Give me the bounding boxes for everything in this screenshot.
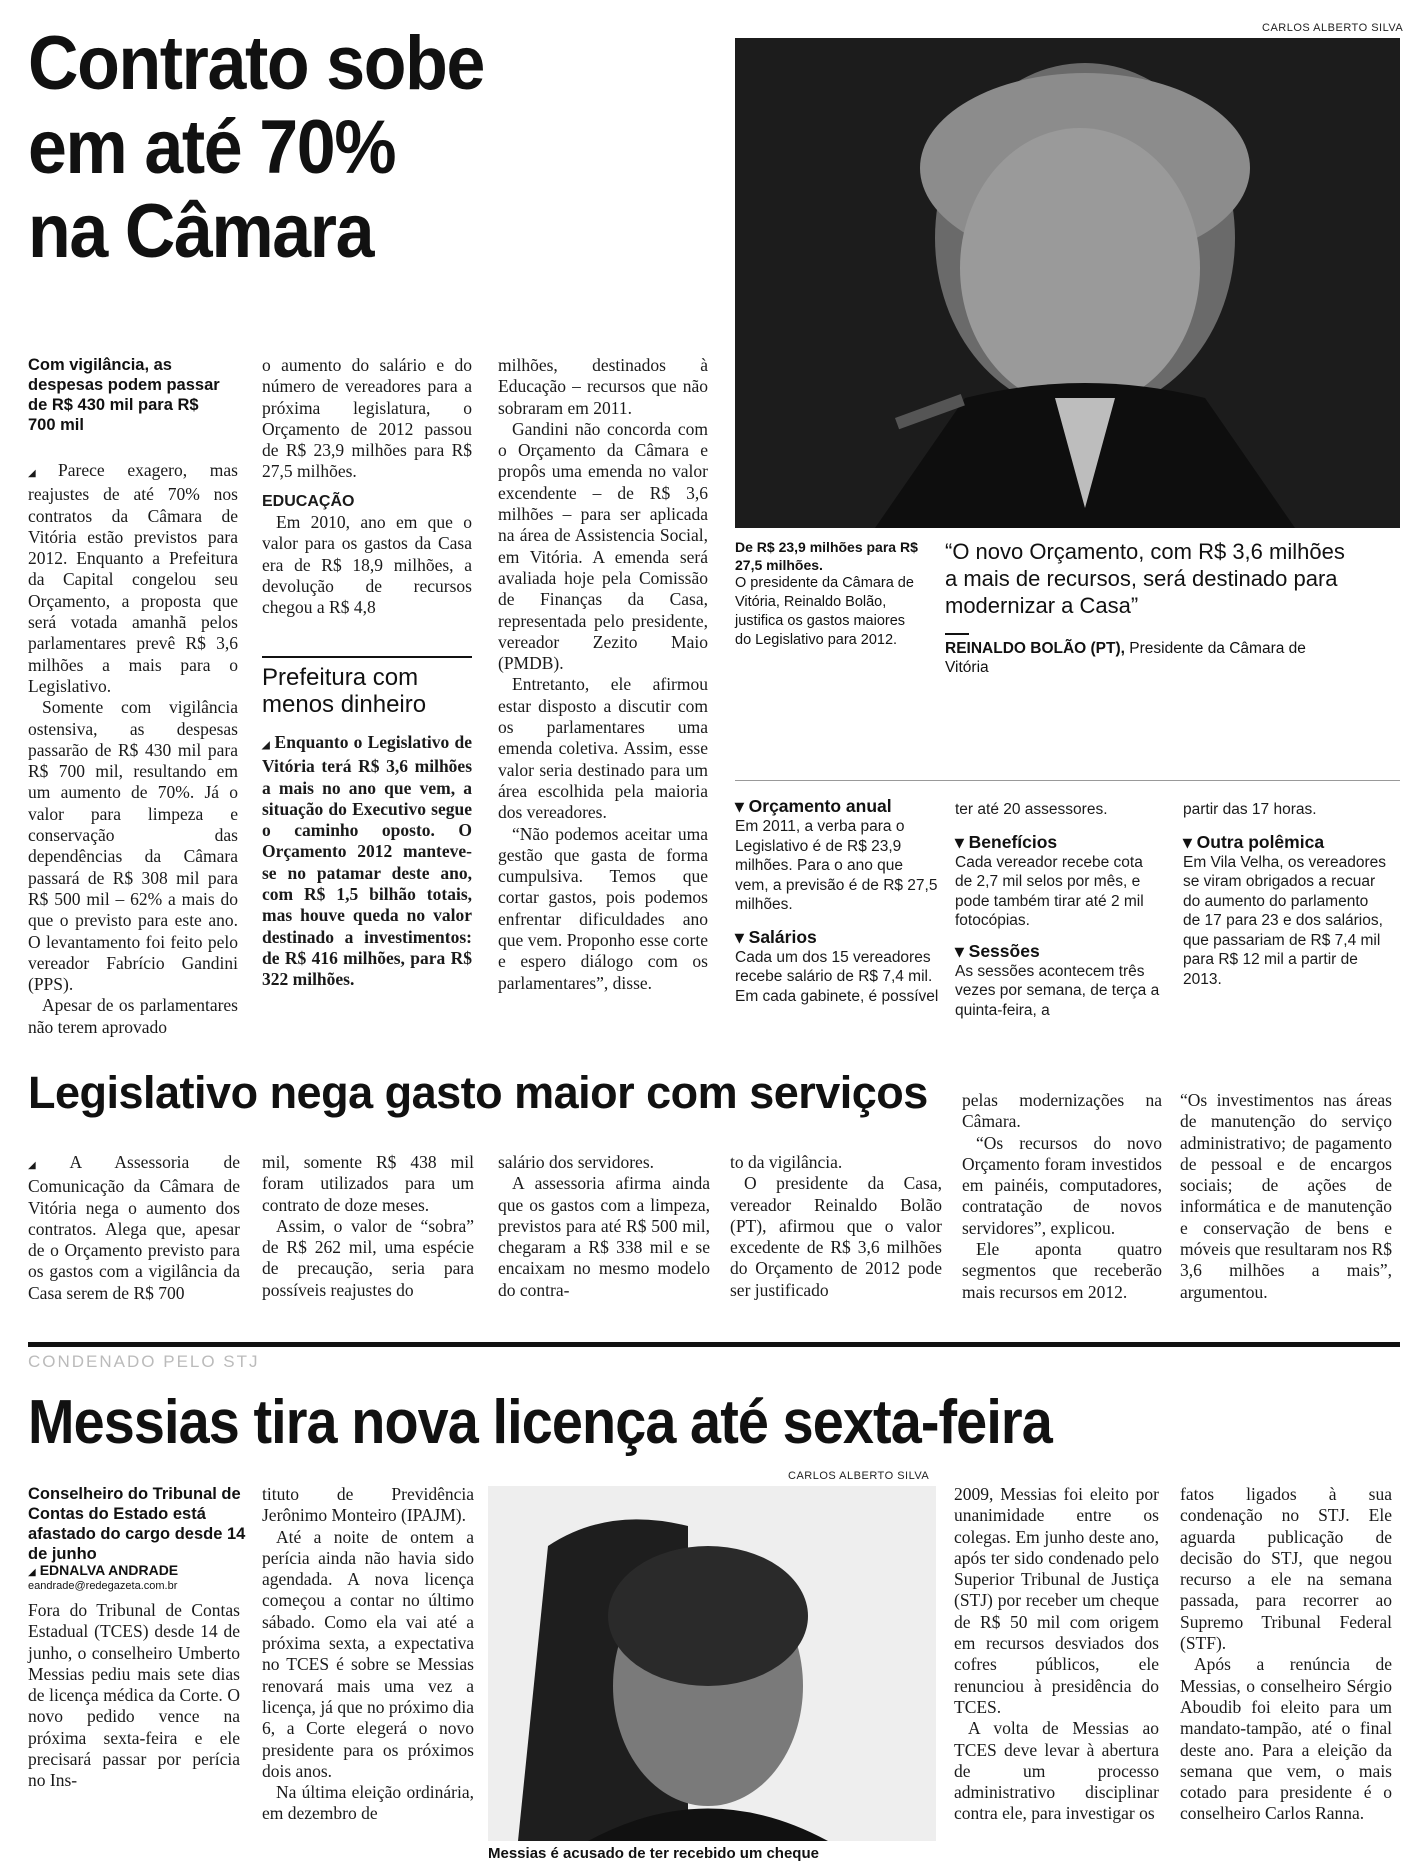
- story1-col1: ◢ Parece exagero, mas reajustes de até 70% nos contratos da Câmara de Vitória estão previstos para 2012. Enquanto a Prefeitura da Capital congelou seu Orçamento, a proposta que será votada amanhã pelos parlamentares prevê R$ 3,6 milhões a mais para o Legislativo. Somente com vigilância ostensiva, as despesas passarão de R$ 430 mil para R$ 700 mil, resultando em um aumento de 70%. Já o valor para limpeza e conservação das dependências da Câmara passará de R$ 308 mil para R$ 500 mil – 62% a mais do que o previsto para este ano. O levantamento foi feito pelo vereador Fabrício Gandini (PPS). Apesar de os parlamentares não terem aprovado: [28, 460, 238, 1037]
- fact-orcamento-heading: ▾ Orçamento anual: [735, 796, 892, 816]
- story1-col3: milhões, destinados à Educação – recursos que não sobraram em 2011. Gandini não concorda com o Orçamento da Câmara e propôs uma emenda no valor excendente – de R$ 3,6 milhões – para ser aplicada na área de Assistencia Social, em Vitória. A emenda será avaliada hoje pela Comissão de Finanças da Casa, representada pelo presidente, vereador Zezito Maio (PMDB). Entretanto, ele afirmou estar disposto a discutir com os parlamentares uma emenda coletiva. Assim, esse valor seria destinado para um área escolhida pela maioria dos vereadores. “Não podemos aceitar uma gestão que gasta de forma cumpulsiva. Temos que cortar gastos, pois podemos enfrentar dificuldades ano que vem. Proponho esse corte e espero diálogo com os parlamentares”, disse.: [498, 355, 708, 993]
- story3-col5: fatos ligados à sua condenação no STJ. Ele aguarda publicação de decisão do STJ, que negou recurso a ele na semana passada, para recorrer ao Supremo Tribunal Federal (STF). Após a renúncia de Messias, o conselheiro Sérgio Aboudib foi eleito para um mandato-tampão, até o final deste ano. Para a eleição da semana que vem, o mais cotado para presidente é o conselheiro Carlos Ranna.: [1180, 1484, 1392, 1824]
- prefeitura-box: Prefeitura com menos dinheiro ◢ Enquanto o Legislativo de Vitória terá R$ 3,6 milhões a mais no ano que vem, a situação do Executivo segue o caminho oposto. O Orçamento 2012 manteve-se no patamar deste ano, com R$ 1,5 bilhão totais, mas houve queda no valor destinado a investimentos: de R$ 416 milhões, para R$ 322 milhões.: [262, 656, 472, 991]
- story3-col2: tituto de Previdência Jerônimo Monteiro (IPAJM). Até a noite de ontem a perícia ainda não havia sido agendada. A nova licença começou a contar no último sábado. Como ela vai até a próxima sexta, a expectativa no TCES é sobre se Messias renovará mais uma vez a licença, já que no próximo dia 6, a Corte elegerá o novo presidente para os próximos dois anos. Na última eleição ordinária, em dezembro de: [262, 1484, 474, 1824]
- story3-deck: Conselheiro do Tribunal de Contas do Estado está afastado do cargo desde 14 de junho: [28, 1485, 246, 1563]
- section-rule: [28, 1342, 1400, 1347]
- triangle-icon: ◢: [28, 1160, 66, 1171]
- bolao-photo: [735, 38, 1400, 528]
- triangle-icon: ◢: [28, 468, 55, 479]
- fact-col1: ▾ Orçamento anual Em 2011, a verba para o Legislativo é de R$ 23,9 milhões. Para o ano que vem, a previsão é de R$ 27,5 milhões. ▾ Salários Cada um dos 15 vereadores recebe salário de R$ 7,4 mil. Em cada gabinete, é possível: [735, 796, 939, 1005]
- byline: ◢ EDNALVA ANDRADE: [28, 1562, 179, 1578]
- triangle-icon: ◢: [262, 740, 271, 751]
- messias-photo: [488, 1486, 936, 1841]
- triangle-icon: ◢: [28, 1567, 36, 1578]
- story3-kicker: CONDENADO PELO STJ: [28, 1352, 260, 1371]
- portrait-illustration: [735, 38, 1400, 528]
- story1-headline: Contrato sobe em até 70% na Câmara: [28, 21, 484, 274]
- story2-col1: ◢ A Assessoria de Comunicação da Câmara de Vitória nega o aumento dos contratos. Alega que, apesar de o Orçamento previsto para os gastos com a vigilância da Casa serem de R$ 700: [28, 1152, 240, 1303]
- byline-email: eandrade@redegazeta.com.br: [28, 1580, 178, 1592]
- story1-col2: o aumento do salário e do número de vereadores para a próxima legislatura, o Orçamento de 2012 passou de R$ 23,9 milhões para R$ 27,5 milhões. EDUCAÇÃO Em 2010, ano em que o valor para os gastos da Casa era de R$ 18,9 milhões, a devolução de recursos chegou a R$ 4,8: [262, 355, 472, 618]
- portrait-illustration: [488, 1486, 936, 1841]
- pull-quote: “O novo Orçamento, com R$ 3,6 milhões a mais de recursos, será destinado para modernizar a Casa” REINALDO BOLÃO (PT), Presidente da Câmara de Vitória: [945, 539, 1345, 676]
- story2-col6: “Os investimentos nas áreas de manutenção do serviço administrativo; de pagamento de pessoal e de encargos sociais; de ações de informática e de manutenção e conservação de bens e móveis que resultaram nos R$ 3,6 milhões a mais”, argumentou.: [1180, 1090, 1392, 1302]
- fact-beneficios-heading: ▾ Benefícios: [955, 831, 1058, 852]
- fact-col2: ter até 20 assessores. ▾ Benefícios Cada vereador recebe cota de 2,7 mil selos por mês, e pode também tirar até 2 mil fotocópias. ▾ Sessões As sessões acontecem três vezes por semana, de terça a quinta-feira, a: [955, 801, 1160, 1019]
- messias-caption: Messias é acusado de ter recebido um cheque: [488, 1845, 819, 1862]
- photo-credit: CARLOS ALBERTO SILVA: [788, 1470, 930, 1482]
- story3-col4: 2009, Messias foi eleito por unanimidade entre os colegas. Em junho deste ano, após ter sido condenado pelo Superior Tribunal de Justiça (STJ) por receber um cheque de R$ 50 mil com origem em recursos desviados dos cofres públicos, ele renunciou à presidência do TCES. A volta de Messias ao TCES deve levar à abertura de um processo administrativo disciplinar contra ele, para investigar os: [954, 1484, 1159, 1824]
- story1-deck: Com vigilância, as despesas podem passar de R$ 430 mil para R$ 700 mil: [28, 356, 220, 434]
- fact-box: [735, 780, 1400, 781]
- fact-salarios-heading: ▾ Salários: [735, 926, 817, 947]
- story2-col5: pelas modernizações na Câmara. “Os recursos do novo Orçamento foram investidos em painéis, computadores, contratação de novos servidores”, explicou. Ele aponta quatro segmentos que receberão mais recursos em 2012.: [962, 1090, 1162, 1302]
- fact-polemica-heading: ▾ Outra polêmica: [1183, 831, 1325, 852]
- fact-sessoes-heading: ▾ Sessões: [955, 940, 1040, 961]
- photo-credit: CARLOS ALBERTO SILVA: [1262, 22, 1404, 34]
- quote-rule: [945, 633, 969, 635]
- story2-col2: mil, somente R$ 438 mil foram utilizados para um contrato de doze meses. Assim, o valor de “sobra” de R$ 262 mil, uma espécie de precaução, seria para possíveis reajustes do: [262, 1152, 474, 1300]
- photo-caption: De R$ 23,9 milhões para R$ 27,5 milhões. O presidente da Câmara de Vitória, Reinaldo Bolão, justifica os gastos maiores do Legislativo para 2012.: [735, 539, 918, 648]
- subhead-educacao: EDUCAÇÃO: [262, 492, 355, 510]
- story2-col3: salário dos servidores. A assessoria afirma ainda que os gastos com a limpeza, previstos para até R$ 500 mil, chegaram a R$ 338 mil e se encaixam no mesmo modelo do contra-: [498, 1152, 710, 1300]
- story2-headline: Legislativo nega gasto maior com serviços: [28, 1067, 928, 1118]
- story3-headline: Messias tira nova licença até sexta-feira: [28, 1388, 1052, 1457]
- story3-col1: Fora do Tribunal de Contas Estadual (TCES) desde 14 de junho, o conselheiro Umberto Messias pediu mais sete dias de licença médica da Corte. O novo pedido vence na próxima sexta-feira e ele precisará passar por perícia no Ins-: [28, 1600, 240, 1791]
- story2-col4: to da vigilância. O presidente da Casa, vereador Reinaldo Bolão (PT), afirmou que o valor excedente de R$ 3,6 milhões do Orçamento de 2012 pode ser justificado: [730, 1152, 942, 1300]
- fact-col3: partir das 17 horas. ▾ Outra polêmica Em Vila Velha, os vereadores se viram obrigados a recuar do aumento do parlamento de 17 para 23 e dos salários, que passariam de R$ 7,4 mil para R$ 12 mil a partir de 2013.: [1183, 801, 1387, 988]
- prefeitura-box-title: Prefeitura com menos dinheiro: [262, 664, 427, 718]
